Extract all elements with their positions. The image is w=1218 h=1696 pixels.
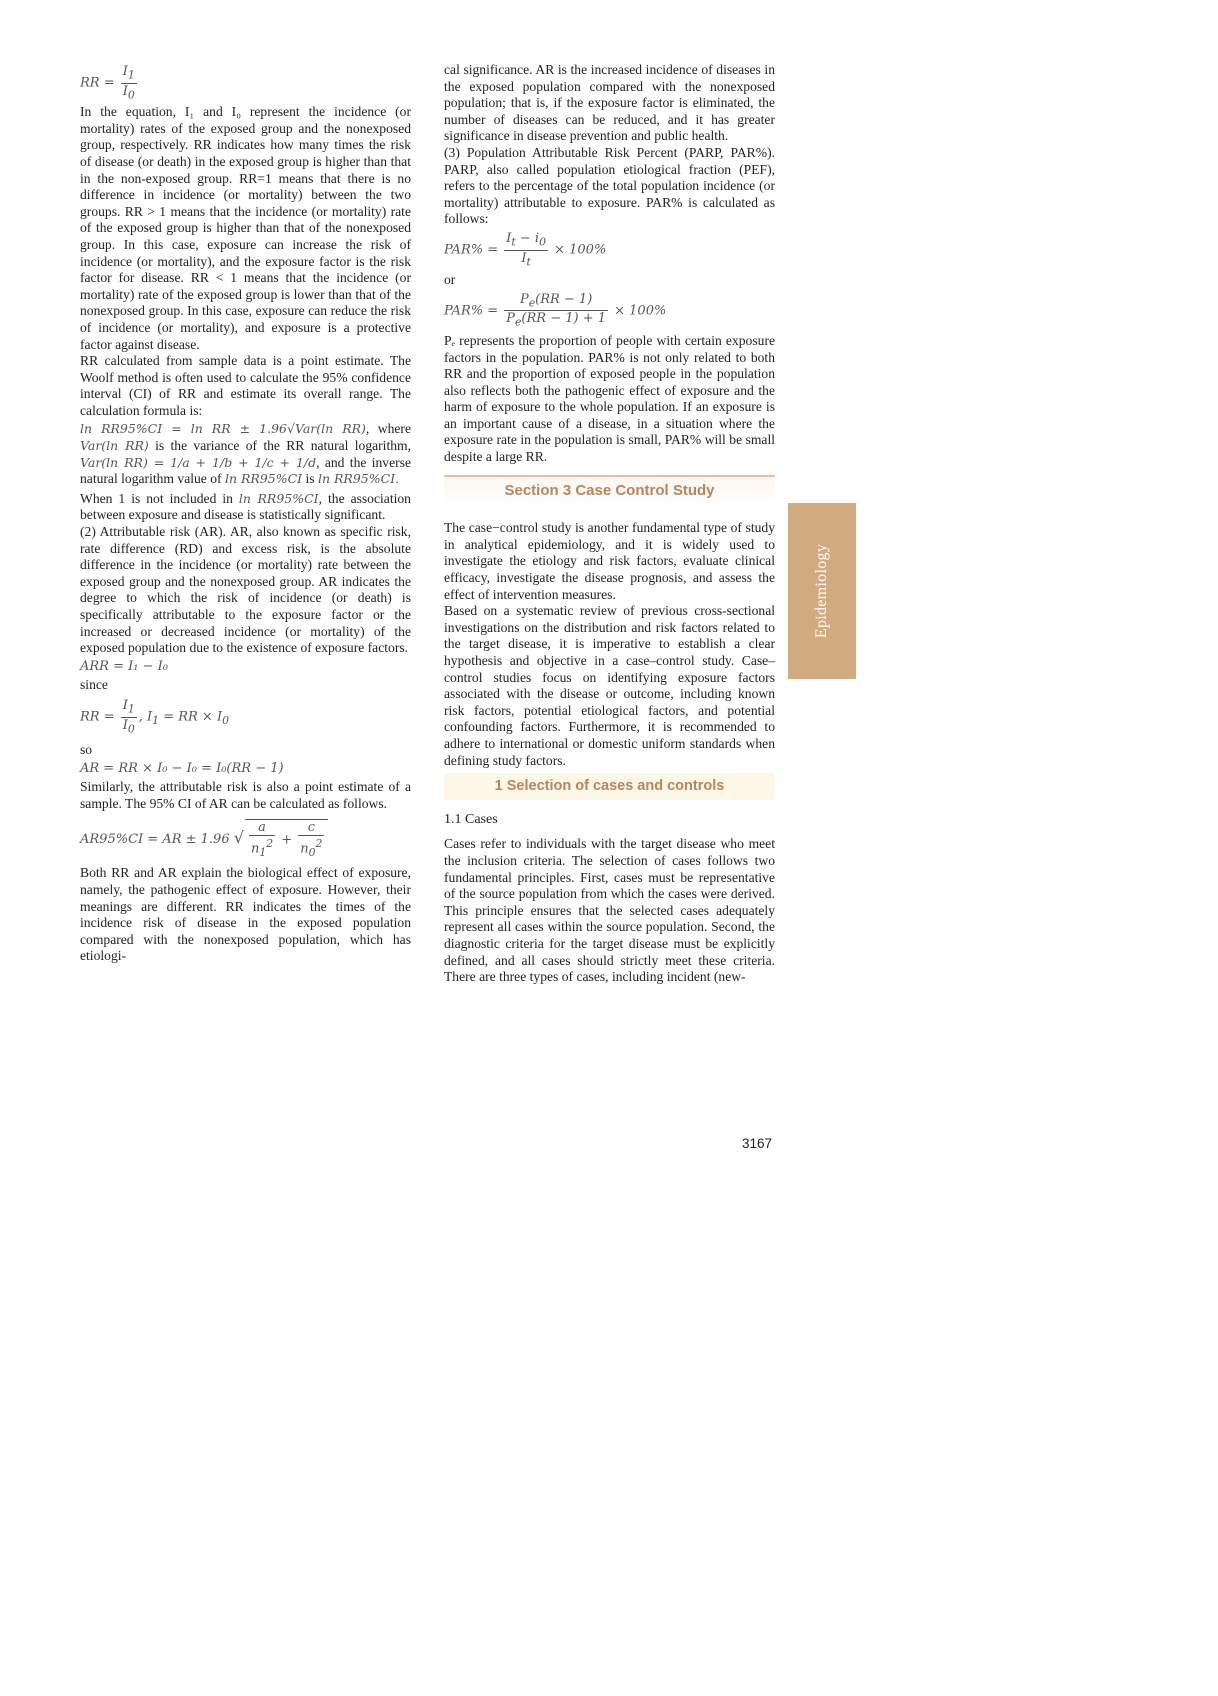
subsubsection-title: 1.1 Cases	[444, 811, 498, 827]
chapter-side-tab-label: Epidemiology	[813, 543, 830, 639]
left-column	[80, 62, 411, 965]
section-title: Section 3 Case Control Study	[444, 475, 775, 507]
paragraph: ln RR95%CI = ln RR ± 1.96√Var(ln RR), where Var(ln RR) is the variance of the RR natural logarithm, Var(ln RR) = 1/a + 1/b + 1/c + 1/d, and the inverse natural logarithm value of ln RR95%CI is ln RR95%CI.	[80, 421, 411, 487]
equation-par-1: PAR% = $\frac{I_t - i_0}{I_t}$ × 100%	[444, 230, 607, 269]
paragraph: RR calculated from sample data is a point estimate. The Woolf method is often used to calculate the 95% confidence interval (CI) of RR and estimate its overall range. The calculation formula is:	[80, 353, 411, 418]
paragraph: When 1 is not included in ln RR95%CI, the association between exposure and disease is statistically significant.	[80, 490, 411, 523]
paragraph: Cases refer to individuals with the target disease who meet the inclusion criteria. The selection of cases follows two fundamental principles. First, cases must be representative of the source population from which the cases were derived. This principle ensures that the selected cases adequately represent all cases within the source population. Second, the diagnostic criteria for the target disease must be explicitly defined, and all cases should strictly meet these criteria. There are three types of cases, including incident (new-	[444, 836, 775, 985]
equation-par-2: PAR% = $\frac{P_e(RR - 1)}{P_e(RR - 1) + 1}$ × 100%	[444, 291, 667, 329]
label-so: so	[80, 742, 93, 758]
page-number: 3167	[742, 1136, 773, 1151]
equation-ln-rr-ci: ln RR95%CI = ln RR ± 1.96√Var(ln RR)	[80, 421, 366, 437]
chapter-side-tab	[788, 503, 856, 679]
equation-rr-2: RR = $\frac{I_1}{I_0}$ , $I_1$ = RR × $I_0$	[80, 697, 229, 736]
paragraph: cal significance. AR is the increased incidence of diseases in the exposed population compared with the nonexposed population; that is, if the exposure factor is eliminated, the number of diseases can be reduced, and it has greater significance in disease prevention and public health.	[444, 62, 775, 144]
equation-var-ln-rr: Var(ln RR) = 1/a + 1/b + 1/c + 1/d	[80, 454, 317, 470]
equation-ar: AR = RR × I₀ − I₀ = I₀(RR − 1)	[80, 760, 284, 776]
right-column	[444, 62, 775, 986]
paragraph: The case−control study is another fundamental type of study in analytical epidemiology, and it is widely used to investigate the etiology and risk factors, evaluate clinical efficacy, investigate the disease prognosis, and assess the effect of intervention measures.	[444, 520, 775, 602]
equation-ar95ci: AR95%CI = AR ± 1.96 √ $\frac{a}{n_1^2}$ + $\frac{c}{n_0^2}$	[80, 819, 411, 860]
label-or: or	[444, 272, 456, 288]
paragraph: Both RR and AR explain the biological effect of exposure, namely, the pathogenic effect of exposure. However, their meanings are different. RR indicates the times of the incidence risk of disease in the exposed population compared with the nonexposed population, which has etiologi-	[80, 865, 411, 964]
subsection-title: 1 Selection of cases and controls	[444, 773, 775, 800]
equation-arr: ARR = I₁ − I₀	[80, 658, 168, 674]
paragraph: In the equation, I₁ and I₀ represent the incidence (or mortality) rates of the exposed group and the nonexposed group, respectively. RR indicates how many times the risk of disease (or death) in the exposed group is higher than that in the non-exposed group. RR=1 means that there is no difference in incidence (or mortality) between the two groups. RR > 1 means that the incidence (or mortality) rate of the exposed group is higher than that of the nonexposed group. In this case, exposure can increase the risk of incidence (or mortality), and the exposure factor is the risk factor for disease. RR < 1 means that the incidence (or mortality) rate of the exposed group is lower than that of the nonexposed group. In this case, exposure can reduce the risk of incidence (or mortality), and exposure is a protective factor against disease.	[80, 104, 411, 352]
paragraph: Based on a systematic review of previous cross-sectional investigations on the distribution and risk factors related to the target disease, it is imperative to establish a clear hypothesis and objective in a case–control study. Case–control studies focus on identifying exposure factors associated with the disease or outcome, including known risk factors, potential etiological factors, and potential confounding factors. Furthermore, it is recommended to adhere to international or domestic uniform standards when defining study factors.	[444, 603, 775, 768]
paragraph: Pₑ represents the proportion of people with certain exposure factors in the population. PAR% is not only related to both RR and the proportion of exposed people in the population also reflects both the pathogenic effect of exposure and the harm of exposure to the whole population. If an exposure is an important cause of a disease, in a situation where the exposure rate in the population is small, PAR% will be small despite a large RR.	[444, 332, 775, 465]
equation-rr: RR = $\frac{I_1}{I_0}$	[80, 64, 135, 102]
label-since: since	[80, 677, 108, 693]
paragraph: (2) Attributable risk (AR). AR, also known as specific risk, rate difference (RD) and excess risk, is the absolute difference in the incidence (or mortality) rate between the exposed group and the nonexposed group. AR indicates the degree to which the risk of incidence (or death) is specifically attributable to the exposure factor or the increased or decreased incidence (or mortality) of the exposed population due to the existence of exposure factors.	[80, 524, 411, 656]
paragraph: (3) Population Attributable Risk Percent (PARP, PAR%). PARP, also called population etiological fraction (PEF), refers to the percentage of the total population incidence (or mortality) attributable to exposure. PAR% is calculated as follows:	[444, 144, 775, 227]
paragraph: Similarly, the attributable risk is also a point estimate of a sample. The 95% CI of AR can be calculated as follows.	[80, 779, 411, 811]
